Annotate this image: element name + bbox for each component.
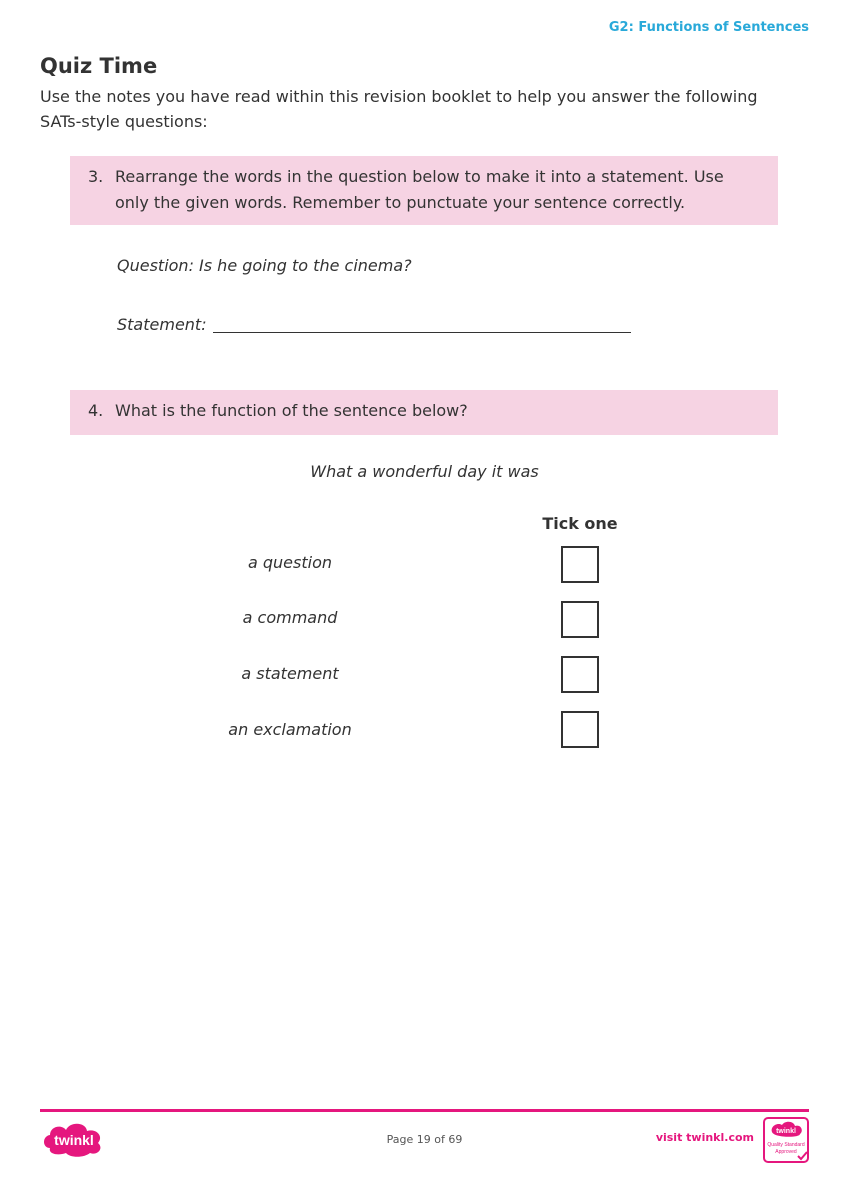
intro-text: Use the notes you have read within this revision booklet to help you answer the following SATs-style questions: — [40, 87, 758, 131]
question-3-text: Rearrange the words in the question below to make it into a statement. Use only the given words. Remember to punctuate your sentence correctly. — [115, 167, 724, 212]
footer-divider — [40, 1109, 809, 1112]
section-tag: G2: Functions of Sentences — [608, 20, 809, 35]
svg-text:twinkl: twinkl — [776, 1128, 796, 1135]
tick-one-header: Tick one — [542, 514, 618, 533]
question-4-text: What is the function of the sentence below? — [115, 401, 468, 420]
svg-text:Quality Standard: Quality Standard — [767, 1142, 805, 1148]
question-3-box — [70, 156, 778, 225]
svg-text:twinkl: twinkl — [54, 1132, 94, 1148]
tick-box-command[interactable] — [561, 601, 599, 638]
option-label: a statement — [241, 664, 339, 683]
option-label: an exclamation — [228, 720, 352, 739]
statement-label: Statement: — [117, 315, 207, 334]
question-4-number: 4. — [88, 401, 104, 420]
tick-box-question[interactable] — [561, 546, 599, 583]
example-sentence: What a wonderful day it was — [310, 462, 539, 481]
question-3-number: 3. — [88, 167, 104, 186]
option-label: a question — [247, 553, 332, 572]
page-number: Page 19 of 69 — [386, 1133, 463, 1146]
option-label: a command — [242, 608, 338, 627]
tick-box-statement[interactable] — [561, 656, 599, 693]
page-title: Quiz Time — [40, 54, 158, 78]
statement-answer-line[interactable] — [213, 332, 631, 333]
svg-text:Approved: Approved — [775, 1149, 797, 1155]
tick-box-exclamation[interactable] — [561, 711, 599, 748]
question-line: Question: Is he going to the cinema? — [117, 256, 412, 275]
visit-link[interactable]: visit twinkl.com — [655, 1131, 754, 1144]
question-4-box — [70, 390, 778, 435]
quality-badge-icon — [762, 1116, 810, 1164]
